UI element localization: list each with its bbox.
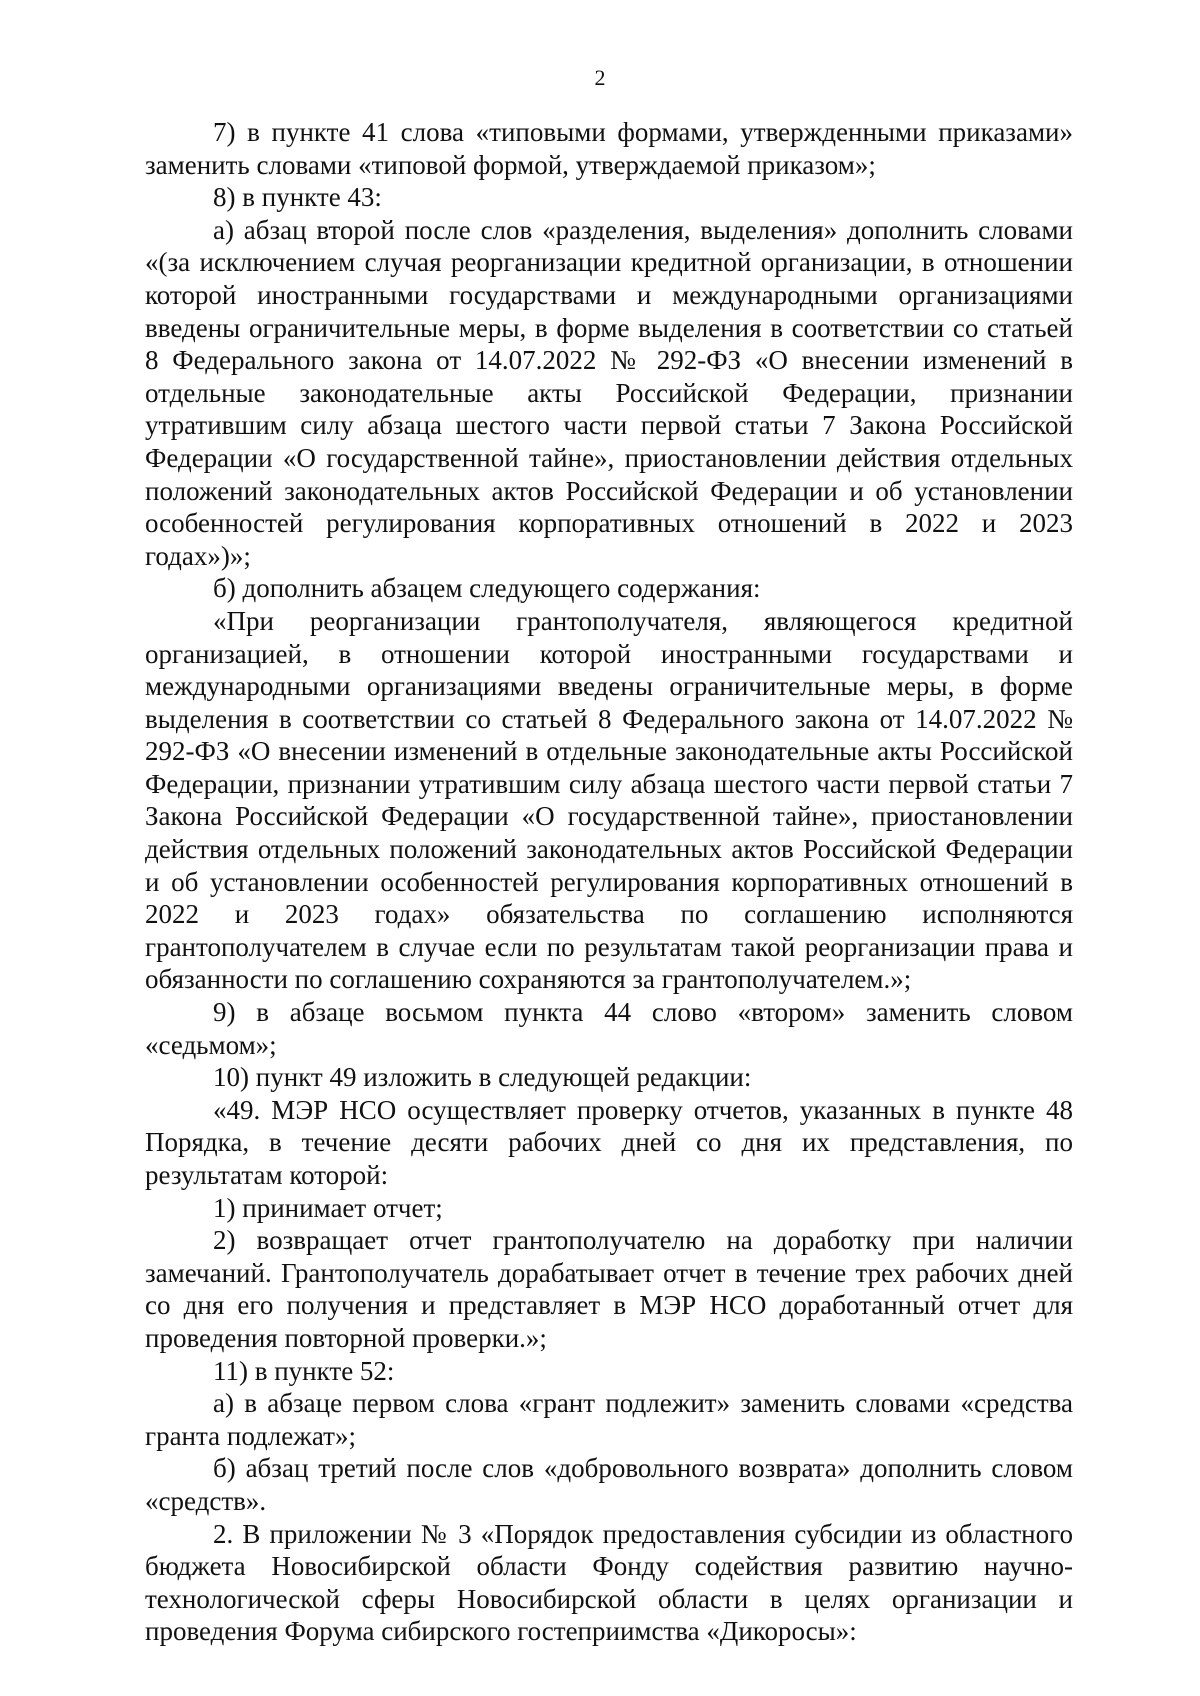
paragraph-quoted-text: «При реорганизации грантополучателя, являющегося кредитной организацией, в отношении которой иностранными государствами и международными организациями введены ограничительные меры, в форме выделения в соответствии со статьей 8 Федерального закона от 14.07.2022 № 292-ФЗ «О внесении изменений в отдельные законодательные акты Российской Федерации, признании утратившим силу абзаца шестого части первой статьи 7 Закона Российской Федерации «О государственной тайне», приостановлении действия отдельных положений законодательных актов Российской Федерации и об установлении особенностей регулирования корпоративных отношений в 2022 и 2023 годах» обязательства по соглашению исполняются грантополучателем в случае если по результатам такой реорганизации права и обязанности по соглашению сохраняются за грантополучателем.»; <box>145 605 1073 995</box>
paragraph-section-2: 2. В приложении № 3 «Порядок предоставления субсидии из областного бюджета Новосибирской области Фонду содействия развитию научно-технологической сферы Новосибирской области в целях организации и проведения Форума сибирского гостеприимства «Дикоросы»: <box>145 1518 1073 1647</box>
paragraph-subitem-11a: а) в абзаце первом слова «грант подлежит» заменить словами «средства гранта подлежат»; <box>145 1388 1073 1451</box>
paragraph-item-11: 11) в пункте 52: <box>213 1355 395 1386</box>
paragraph-subitem-8a: а) абзац второй после слов «разделения, выделения» дополнить словами «(за исключением случая реорганизации кредитной организации, в отношении которой иностранными государствами и международными организациями введены ограничительные меры, в форме выделения в соответствии со статьей 8 Федерального закона от 14.07.2022 № 292-ФЗ «О внесении изменений в отдельные законодательные акты Российской Федерации, признании утратившим силу абзаца шестого части первой статьи 7 Закона Российской Федерации «О государственной тайне», приостановлении действия отдельных положений законодательных актов Российской Федерации и об установлении особенностей регулирования корпоративных отношений в 2022 и 2023 годах»)»; <box>145 214 1073 571</box>
paragraph-point-49: «49. МЭР НСО осуществляет проверку отчетов, указанных в пункте 48 Порядка, в течение десяти рабочих дней со дня их представления, по результатам которой: <box>145 1094 1073 1190</box>
paragraph-subitem-8b: б) дополнить абзацем следующего содержания: <box>213 573 761 604</box>
document-body <box>145 116 1073 1648</box>
paragraph-subitem-11b: б) абзац третий после слов «добровольного возврата» дополнить словом «средств». <box>145 1453 1073 1516</box>
paragraph-item-10: 10) пункт 49 изложить в следующей редакции: <box>213 1062 752 1093</box>
page-number: 2 <box>594 65 606 90</box>
paragraph-item-8: 8) в пункте 43: <box>213 182 382 213</box>
paragraph-point-49-sub-1: 1) принимает отчет; <box>213 1192 443 1223</box>
paragraph-item-9: 9) в абзаце восьмом пункта 44 слово «втором» заменить словом «седьмом»; <box>145 997 1073 1060</box>
paragraph-item-7: 7) в пункте 41 слова «типовыми формами, утвержденными приказами» заменить словами «типовой формой, утверждаемой приказом»; <box>145 117 1073 180</box>
paragraph-point-49-sub-2: 2) возвращает отчет грантополучателю на доработку при наличии замечаний. Грантополучатель дорабатывает отчет в течение трех рабочих дней со дня его получения и представляет в МЭР НСО доработанный отчет для проведения повторной проверки.»; <box>145 1225 1073 1353</box>
